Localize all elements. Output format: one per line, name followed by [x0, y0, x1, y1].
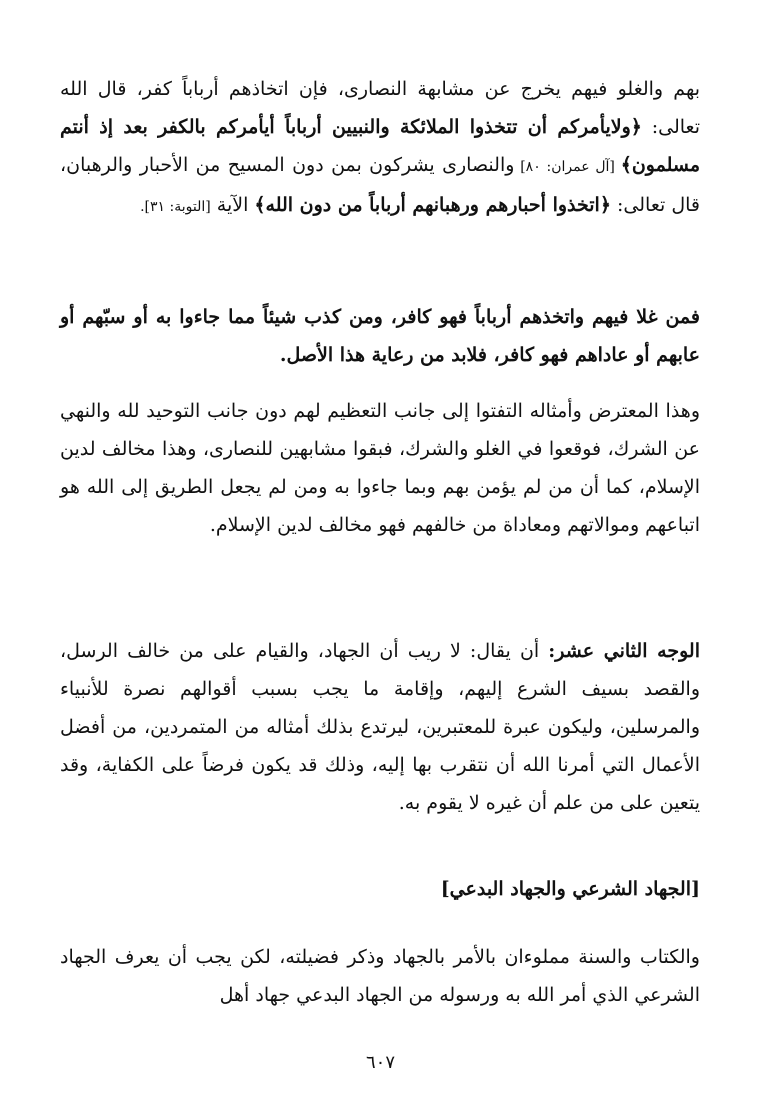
paragraph-4: [60, 632, 700, 822]
paragraph-1-text-c: الآية: [210, 194, 255, 216]
paragraph-1-text-b: والنصارى يشركون بمن دون المسيح من الأحبار والرهبان، قال تعالى:: [60, 154, 700, 216]
quran-quote-tawbah: ﴿اتخذوا أحبارهم ورهبانهم أرباباً من دون الله﴾: [254, 194, 611, 216]
reference-al-imran: [آل عمران: ٨٠]: [514, 159, 621, 175]
paragraph-2: فمن غلا فيهم واتخذهم أرباباً فهو كافر، ومن كذب شيئاً مما جاءوا به أو سبّهم أو عابهم أو عاداهم فهو كافر، فلابد من رعاية هذا الأصل.: [60, 306, 700, 366]
reference-tawbah: [التوبة: ٣١].: [140, 199, 211, 215]
paragraph-4-lead: الوجه الثاني عشر:: [548, 640, 700, 662]
paragraph-1: [60, 70, 700, 226]
page-number: ٦٠٧: [365, 1052, 395, 1073]
paragraph-1-text-a: بهم والغلو فيهم يخرج عن مشابهة النصارى، فإن اتخاذهم أرباباً كفر، قال الله تعالى:: [60, 78, 701, 138]
section-heading: [الجهاد الشرعي والجهاد البدعي]: [440, 878, 700, 900]
paragraph-3: وهذا المعترض وأمثاله التفتوا إلى جانب التعظيم لهم دون جانب التوحيد لله والنهي عن الشرك، فوقعوا في الغلو والشرك، فبقوا مشابهين للنصارى، وهذا مخالف لدين الإسلام، كما أن من لم يؤمن بهم وبما جاءوا به ومن لم يجعل الطريق إلى الله هو اتباعهم وموالاتهم ومعاداة من خالفهم فهو مخالف لدين الإسلام.: [60, 400, 700, 536]
paragraph-5: والكتاب والسنة مملوءان بالأمر بالجهاد وذكر فضيلته، لكن يجب أن يعرف الجهاد الشرعي الذي أمر الله به ورسوله من الجهاد البدعي جهاد أهل: [60, 946, 700, 1006]
paragraph-4-text: أن يقال: لا ريب أن الجهاد، والقيام على من خالف الرسل، والقصد بسيف الشرع إليهم، وإقامة ما يجب بسبب أقوالهم نصرة للأنبياء والمرسلين، وليكون عبرة للمعتبرين، ليرتدع بذلك أمثاله من المتمردين، من أفضل الأعمال التي أمرنا الله أن نتقرب بها إليه، وذلك قد يكون فرضاً على الكفاية، وقد يتعين على من علم أن غيره لا يقوم به.: [60, 640, 700, 814]
quran-quote-al-imran: ﴿ولايأمركم أن تتخذوا الملائكة والنبيين أرباباً أيأمركم بالكفر بعد إذ أنتم مسلمون﴾: [60, 116, 701, 176]
